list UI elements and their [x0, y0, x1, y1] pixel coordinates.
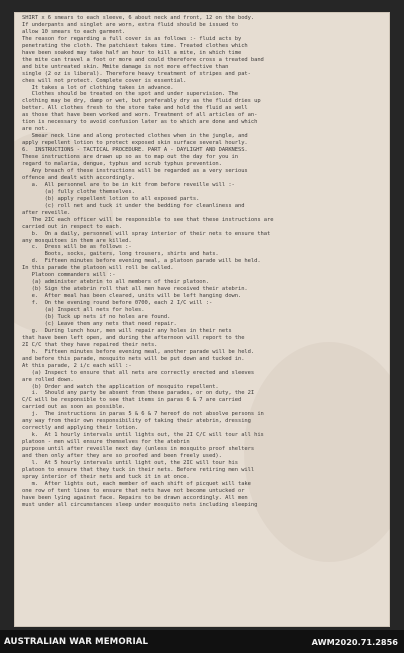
document-line: 2I C/C that they have repaired their nets. — [22, 341, 158, 348]
document-line: Any breach of these instructions will be regarded as a very serious — [22, 167, 248, 174]
document-line: the mite can travel a foot or more and could therefore cross a treated band — [22, 56, 264, 63]
document-line: regard to malaria, dengue, typhus and scrub typhus prevention. — [22, 161, 222, 168]
document-line: It takes a lot of clothing takes in advance. — [22, 84, 174, 91]
document-line: g. During lunch hour, men will repair any holes in their nets — [22, 327, 232, 334]
document-line: c. Dress will be as follows :- — [22, 244, 132, 251]
document-line: The 2IC each officer will be responsible to see that these instructions are — [22, 216, 274, 223]
document-line: Smear neck line and along protected clothes when in the jungle, and — [22, 133, 248, 140]
document-line: penetrating the cloth. The patchiest takes time. Treated clothes which — [22, 42, 248, 49]
document-line: better. All clothes fresh to the store take and hold the fluid as well — [22, 105, 248, 112]
document-line: C/C will be responsible to see that items in paras 6 & 7 are carried — [22, 397, 242, 404]
document-line: and bite untreated skin. Mmite damage is not more effective than — [22, 63, 229, 70]
document-line: platoon - men will ensure themselves for the atebrin — [22, 439, 190, 446]
document-line: The reason for regarding a full cover is as follows :- fluid acts by — [22, 35, 242, 42]
document-line: b. On a daily, personnel will spray interior of their nets to ensure that — [22, 230, 271, 237]
document-line: as those that have been worked and worn. Treatment of all articles of an- — [22, 112, 258, 119]
document-page — [14, 12, 390, 627]
document-line: carried out in respect to each. — [22, 223, 122, 230]
document-line: apply repellent lotion to protect exposed skin surface several hourly. — [22, 140, 248, 147]
document-line: must under all circumstances sleep under mosquito nets including sleeping — [22, 501, 258, 508]
document-line: (a) Inspect all nets for holes. — [22, 307, 145, 314]
document-line: after reveille. — [22, 209, 71, 216]
document-line: have been soaked may take half an hour to kill a mite, in which time — [22, 49, 242, 56]
document-line: (b) Tuck up nets if no holes are found. — [22, 313, 171, 320]
document-line: (a) Inspect to ensure that all nets are correctly erected and sleeves — [22, 369, 255, 376]
document-line: (b) Order and watch the application of mosquito repellent. — [22, 383, 219, 390]
document-line: and before this parade, mosquito nets will be put down and tucked in. — [22, 355, 245, 362]
archive-name: AUSTRALIAN WAR MEMORIAL — [4, 637, 149, 647]
document-line: are not. — [22, 126, 48, 133]
document-line: (c) roll net and tuck it under the bedding for cleanliness and — [22, 202, 245, 209]
document-line: Clothes should be treated on the spot and under supervision. The — [22, 91, 238, 98]
record-id: AWM2020.71.2856 — [311, 637, 398, 647]
document-line: ches will not protect. Complete cover is essential. — [22, 77, 187, 84]
document-line: Boots, socks, gaiters, long trousers, shirts and hats. — [22, 251, 219, 258]
document-line: SHIRT x 6 smears to each sleeve, 6 about neck and front, 12 on the body. — [22, 15, 255, 21]
document-line: At this parade, 2 i/c each will :- — [22, 362, 132, 369]
document-text — [22, 15, 384, 623]
document-line: These instructions are drawn up so as to map out the day for you in — [22, 154, 238, 161]
document-line: any way from their own responsibility of taking their atebrin, dressing — [22, 418, 251, 425]
document-line: clothing may be dry, damp or wet, but preferably dry as the fluid dries up — [22, 98, 261, 105]
footer-bar — [0, 630, 404, 653]
document-line: have been lying against face. Repairs to be drawn accordingly. All men — [22, 494, 248, 501]
document-line: (c) Leave them any nets that need repair. — [22, 320, 177, 327]
document-line: f. On the evening round before 0700, each 2 I/C will :- — [22, 300, 213, 307]
document-line: correctly and applying their lotion. — [22, 425, 139, 432]
document-line: In this parade the platoon will roll be called. — [22, 265, 174, 272]
document-line: h. Fifteen minutes before evening meal, another parade will be held. — [22, 348, 255, 355]
document-line: tion is necessary to avoid confusion later as to which are done and which — [22, 119, 258, 126]
document-line: k. At 1 hourly intervals until lights out, the 2I C/C will tour all his — [22, 432, 264, 439]
document-line: any mosquitoes in them are killed. — [22, 237, 132, 244]
document-line: (b) apply repellent lotion to all exposed parts. — [22, 195, 200, 202]
document-line: e. After meal has been cleared, units will be left hanging down. — [22, 293, 242, 300]
document-line: (b) Sign the atebrin roll that all men have received their atebrin. — [22, 286, 248, 293]
document-line: spray interior of their nets and tuck it in at once. — [22, 473, 190, 480]
document-line: a. All personnel are to be in kit from before reveille will :- — [22, 181, 235, 188]
document-line: (a) administer atebrin to all members of their platoon. — [22, 279, 209, 286]
document-line: and then only after they are so proofed and been freely used). — [22, 453, 222, 460]
document-line: that have been left open, and during the afternoon will report to the — [22, 334, 245, 341]
document-line: m. After lights out, each member of each shift of picquet will take — [22, 480, 251, 487]
document-line: 6. INSTRUCTIONS - TACTICAL PROCEDURE. PART A - DAYLIGHT AND DARKNESS. — [22, 147, 248, 154]
document-line: j. The instructions in paras 5 & 6 & 7 hereof do not absolve persons in — [22, 411, 264, 418]
document-line: If underpants and singlet are worn, extra fluid should be issued to — [22, 21, 238, 28]
document-line: purpose until after reveille next day (unless in mosquito proof shelters — [22, 446, 255, 453]
document-line: l. At 5 hourly intervals until light out, the 2IC will tour his — [22, 460, 238, 466]
document-line: carried out as soon as possible. — [22, 404, 126, 411]
document-line: allow 10 smears to each garment. — [22, 28, 126, 35]
document-line: (a) fully clothe themselves. — [22, 188, 135, 195]
document-line: offence and dealt with accordingly. — [22, 174, 135, 181]
document-line: one row of tent lines to ensure that nets have not become untucked or — [22, 487, 245, 494]
document-line: d. Fifteen minutes before evening meal, a platoon parade will be held. — [22, 258, 261, 265]
document-line: i. Should any party be absent from these parades, or on duty, the 2I — [22, 390, 255, 397]
document-line: single (2 oz is liberal). Therefore heavy treatment of stripes and pat- — [22, 70, 251, 77]
document-line: Platoon commanders will :- — [22, 272, 116, 279]
document-line: platoon to ensure that they tuck in their nets. Before retiring men will — [22, 466, 255, 473]
document-line: are rolled down. — [22, 376, 74, 383]
